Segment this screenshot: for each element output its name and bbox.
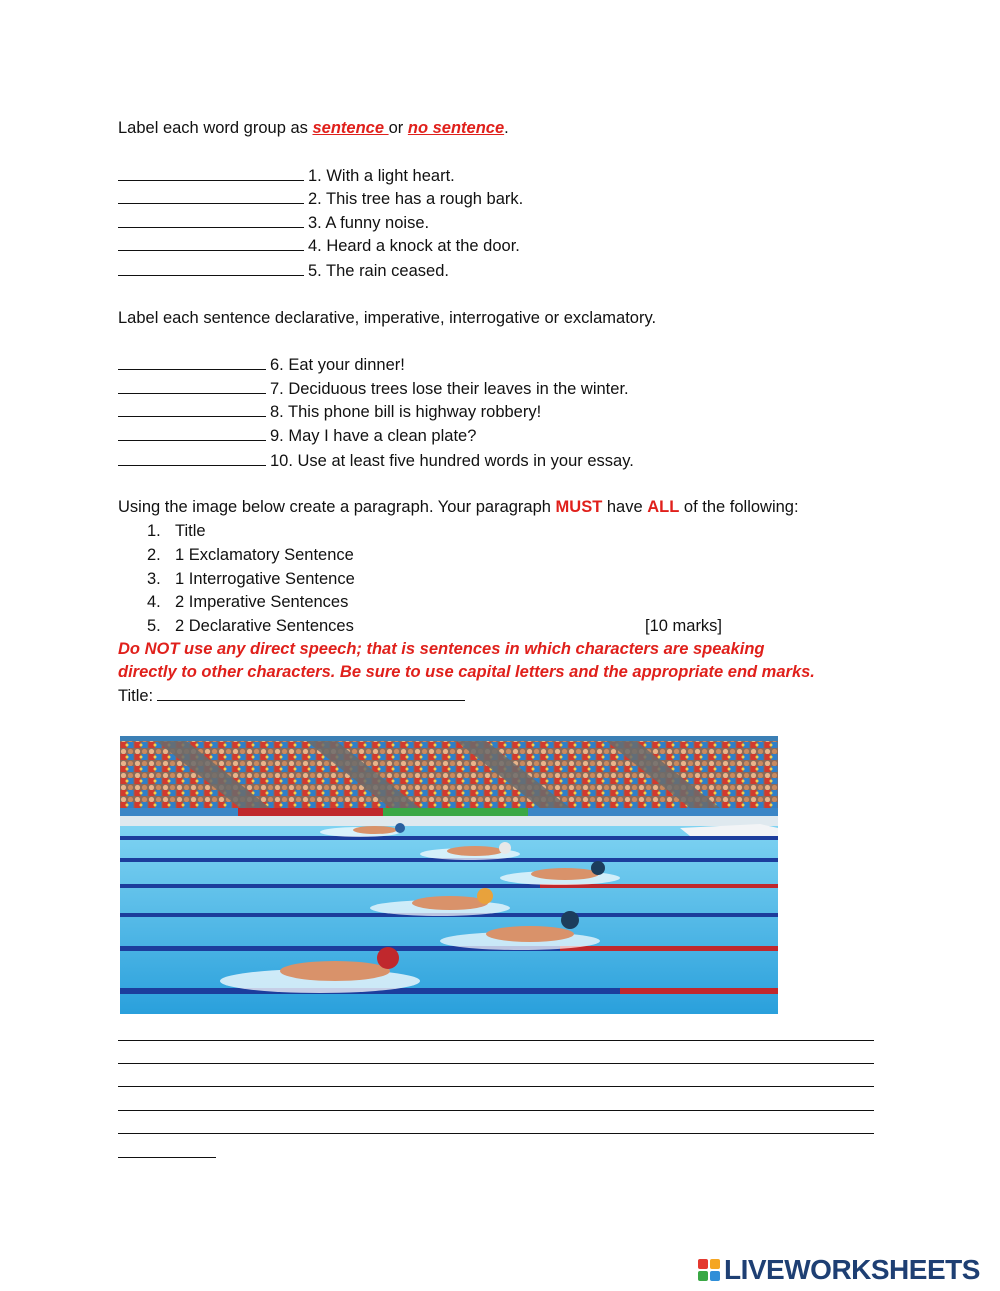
answer-blank[interactable] bbox=[118, 379, 266, 394]
logo-blocks-icon bbox=[698, 1259, 720, 1281]
instructions-part-b: have bbox=[602, 498, 648, 516]
answer-blank[interactable] bbox=[118, 402, 266, 417]
question-row bbox=[118, 451, 634, 471]
question-text: 9. May I have a clean plate? bbox=[270, 427, 477, 445]
question-text: 8. This phone bill is highway robbery! bbox=[270, 403, 542, 421]
instructions-prefix: Label each word group as bbox=[118, 119, 313, 137]
question-row bbox=[118, 355, 405, 375]
option-no-sentence: no sentence bbox=[407, 119, 505, 137]
instructions-part-c: of the following: bbox=[679, 498, 799, 516]
all-emphasis: ALL bbox=[647, 498, 680, 516]
roof-edge bbox=[120, 736, 778, 741]
section2-instructions: Label each sentence declarative, imperative, interrogative or exclamatory. bbox=[118, 309, 657, 327]
question-text: 1. With a light heart. bbox=[308, 167, 455, 185]
instructions-suffix: . bbox=[504, 119, 509, 137]
liveworksheets-logo[interactable] bbox=[698, 1254, 980, 1286]
section3-instructions bbox=[118, 497, 799, 517]
requirement-item: 2. 1 Exclamatory Sentence bbox=[147, 546, 354, 564]
must-emphasis: MUST bbox=[555, 498, 603, 516]
question-text: 7. Deciduous trees lose their leaves in the winter. bbox=[270, 380, 629, 398]
question-row bbox=[118, 166, 455, 186]
logo-block bbox=[698, 1271, 708, 1281]
answer-blank[interactable] bbox=[118, 451, 266, 466]
option-sentence: sentence bbox=[312, 119, 389, 137]
title-label: Title: bbox=[118, 687, 154, 705]
question-row bbox=[118, 426, 476, 446]
instructions-part-a: Using the image below create a paragraph. Your paragraph bbox=[118, 498, 556, 516]
question-row bbox=[118, 236, 520, 256]
section1-instructions bbox=[118, 118, 509, 138]
instructions-or: or bbox=[388, 119, 408, 137]
question-text: 2. This tree has a rough bark. bbox=[308, 190, 524, 208]
answer-blank[interactable] bbox=[118, 213, 304, 228]
writing-line[interactable] bbox=[118, 1157, 216, 1158]
question-row bbox=[118, 261, 449, 281]
question-row bbox=[118, 189, 523, 209]
writing-line[interactable] bbox=[118, 1063, 874, 1064]
swimming-race-image bbox=[120, 736, 778, 1014]
question-row bbox=[118, 379, 629, 399]
requirement-item: 1. Title bbox=[147, 522, 206, 540]
title-field bbox=[118, 686, 469, 706]
title-input-line[interactable] bbox=[157, 686, 465, 701]
question-text: 3. A funny noise. bbox=[308, 214, 430, 232]
answer-blank[interactable] bbox=[118, 426, 266, 441]
marks-label: [10 marks] bbox=[645, 617, 723, 635]
answer-blank[interactable] bbox=[118, 166, 304, 181]
warning-line-2: directly to other characters. Be sure to use capital letters and the appropriate end marks. bbox=[118, 663, 815, 681]
writing-line[interactable] bbox=[118, 1110, 874, 1111]
answer-blank[interactable] bbox=[118, 261, 304, 276]
question-row bbox=[118, 213, 429, 233]
question-text: 4. Heard a knock at the door. bbox=[308, 237, 520, 255]
requirement-item: 4. 2 Imperative Sentences bbox=[147, 593, 349, 611]
writing-line[interactable] bbox=[118, 1086, 874, 1087]
logo-text: LIVEWORKSHEETS bbox=[724, 1254, 980, 1285]
warning-line-1: Do NOT use any direct speech; that is sentences in which characters are speaking bbox=[118, 640, 765, 658]
logo-block bbox=[710, 1259, 720, 1269]
question-text: 6. Eat your dinner! bbox=[270, 356, 405, 374]
requirement-item: 3. 1 Interrogative Sentence bbox=[147, 570, 355, 588]
answer-blank[interactable] bbox=[118, 355, 266, 370]
requirement-item: 5. 2 Declarative Sentences bbox=[147, 617, 354, 635]
logo-block bbox=[710, 1271, 720, 1281]
answer-blank[interactable] bbox=[118, 236, 304, 251]
question-text: 5. The rain ceased. bbox=[308, 262, 449, 280]
answer-blank[interactable] bbox=[118, 189, 304, 204]
question-row bbox=[118, 402, 541, 422]
writing-line[interactable] bbox=[118, 1040, 874, 1041]
writing-line[interactable] bbox=[118, 1133, 874, 1134]
question-text: 10. Use at least five hundred words in your essay. bbox=[270, 452, 634, 470]
logo-block bbox=[698, 1259, 708, 1269]
